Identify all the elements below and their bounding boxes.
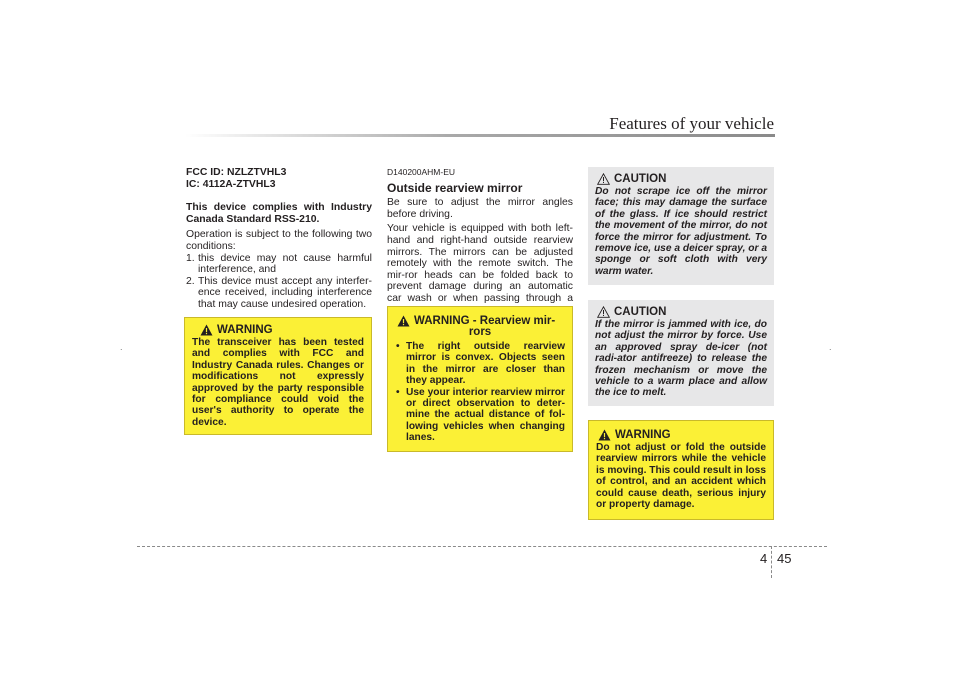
caution-text: Do not scrape ice off the mirror face; this may damage the surface of the glass. If ice should restrict the movement of the mirror, do not force the mirror for adjustment. To remove ice, use a deicer spray, or a sponge or soft cloth with very warm water. [595,186,767,277]
caution-title: CAUTION [614,306,667,318]
document-code: D140200AHM-EU [387,167,456,177]
warning-box-fold-mirror [588,420,774,520]
warning-text: The transceiver has been tested and complies with FCC and Industry Canada rules. Changes or modifications not expressly approved by the party responsible for compliance could void the user's authority to operate the device. [192,337,364,428]
mirror-intro: Be sure to adjust the mirror angles before driving. [387,197,573,220]
warning-list-item [395,387,565,444]
warning-title: WARNING [217,324,273,336]
warning-box-transceiver [184,317,372,435]
condition-text: This device must accept any interfer-ence received, including interference that may cause undesired operation. [198,275,372,310]
caution-box-header [595,173,767,185]
warning-triangle-icon [397,315,410,327]
warning-triangle-icon [598,429,611,441]
warning-box-rearview [387,306,573,452]
crop-mark-right: . [829,342,832,352]
condition-item [186,253,372,276]
condition-number: 2. [186,275,195,287]
page-number: 45 [777,551,792,566]
condition-item [186,276,372,311]
column-left [186,167,372,311]
warning-title-continuation [395,326,565,338]
caution-box-scrape-ice [588,167,774,285]
warning-box-header [192,324,364,336]
bullet: • [396,341,400,352]
column-middle [387,167,573,316]
caution-triangle-icon [597,173,610,185]
caution-title: CAUTION [614,173,667,185]
crop-mark-left: . [120,342,123,352]
caution-box-header [595,306,767,318]
operation-intro: Operation is subject to the following two conditions: [186,229,372,252]
footer-divider [771,546,772,578]
condition-number: 1. [186,252,195,264]
section-title: Features of your vehicle [609,114,774,133]
mirror-description: Your vehicle is equipped with both left-hand and right-hand outside rearview mirrors. The mirrors can be adjusted remotely with the remote switch. The mir-ror heads can be folded back to prevent damage during an automatic car wash or when passing through a [387,223,573,304]
warning-title: WARNING - Rearview mir- [414,315,556,327]
section-heading: Outside rearview mirror [387,180,523,195]
warning-triangle-icon [200,324,213,336]
caution-box-jammed [588,300,774,406]
compliance-statement: This device complies with Industry Canada Standard RSS-210. [186,202,372,225]
warning-box-header [596,429,766,441]
caution-triangle-icon [597,306,610,318]
footer-rule [137,546,827,547]
bullet: • [396,386,400,398]
caution-text: If the mirror is jammed with ice, do not adjust the mirror by force. Use an approved spray de-icer (not radi-ator antifreeze) to release the frozen mechanism or move the vehicle to a warm place and allow the ice to melt. [595,319,767,399]
warning-title-line2: rors [468,326,492,338]
fcc-id: FCC ID: NZLZTVHL3 [186,167,287,178]
chapter-number: 4 [760,551,768,566]
warning-item-text: Use your interior rearview mirror or direct observation to deter-mine the actual distance of fol-lowing vehicles when changing lanes. [406,386,565,444]
header-rule [185,134,775,137]
ic-number: IC: 4112A-ZTVHL3 [186,178,276,190]
warning-title: WARNING [615,429,671,441]
warning-item-text: The right outside rearview mirror is convex. Objects seen in the mirror are closer than they appear. [406,341,565,387]
condition-text: this device may not cause harmful interference, and [198,252,372,276]
warning-text: Do not adjust or fold the outside rearview mirrors while the vehicle is moving. This could result in loss of control, and an accident which could cause death, serious injury or property damage. [596,442,766,511]
warning-list-item [395,341,565,387]
